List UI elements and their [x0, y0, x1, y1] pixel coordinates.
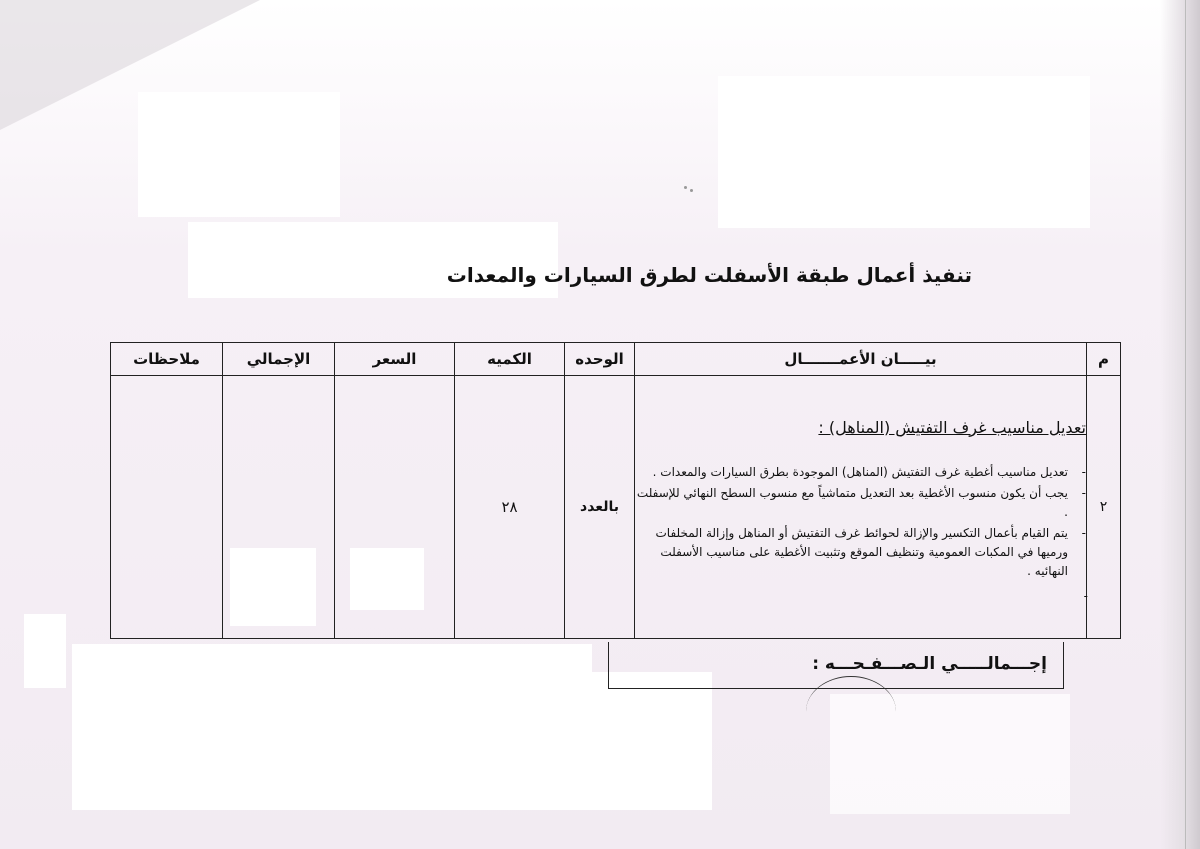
header-notes: ملاحظات — [111, 343, 223, 376]
list-item: - يتم القيام بأعمال التكسير والإزالة لحوائط غرف التفتيش أو المناهل وإزالة المخلفات ورميها في المكبات العمومية وتنظيف الموقع وتثبيت الأغطية على مناسيب الأسفلت النهائيه . — [635, 524, 1068, 581]
row-number: ٢ — [1087, 376, 1121, 639]
page-edge — [1160, 0, 1200, 849]
redaction-patch — [72, 644, 592, 674]
table-header-row — [111, 343, 1121, 376]
document-title: تنفيذ أعمال طبقة الأسفلت لطرق السيارات والمعدات — [446, 263, 972, 287]
header-description: بيـــــان الأعمـــــــال — [635, 343, 1087, 376]
redaction-patch — [350, 548, 424, 610]
description-heading: تعديل مناسيب غرف التفتيش (المناهل) : — [818, 417, 1086, 437]
redaction-patch — [718, 76, 1090, 228]
page-total-label: إجـــمالـــــي الـصـــفـحـــه : — [812, 654, 1047, 674]
description-list — [635, 463, 1086, 581]
row-description — [635, 376, 1087, 639]
row-quantity: ٢٨ — [455, 376, 565, 639]
redaction-patch — [72, 672, 712, 810]
row-unit: بالعدد — [565, 376, 635, 639]
signature-stroke — [806, 676, 896, 747]
scan-speck — [684, 186, 687, 189]
header-price: السعر — [335, 343, 455, 376]
scan-speck — [690, 189, 693, 192]
list-item: - تعديل مناسيب أغطية غرف التفتيش (المناهل) الموجودة بطرق السيارات والمعدات . — [635, 463, 1068, 482]
header-unit: الوحده — [565, 343, 635, 376]
redaction-patch — [138, 92, 340, 217]
list-item: - يجب أن يكون منسوب الأغطية بعد التعديل متماشياً مع منسوب السطح النهائي للإسفلت . — [635, 484, 1068, 522]
redaction-patch — [24, 614, 66, 688]
header-quantity: الكميه — [455, 343, 565, 376]
header-number: م — [1087, 343, 1121, 376]
header-total: الإجمالي — [223, 343, 335, 376]
row-notes — [111, 376, 223, 639]
trailing-dash: - — [1083, 588, 1088, 603]
redaction-patch — [230, 548, 316, 626]
